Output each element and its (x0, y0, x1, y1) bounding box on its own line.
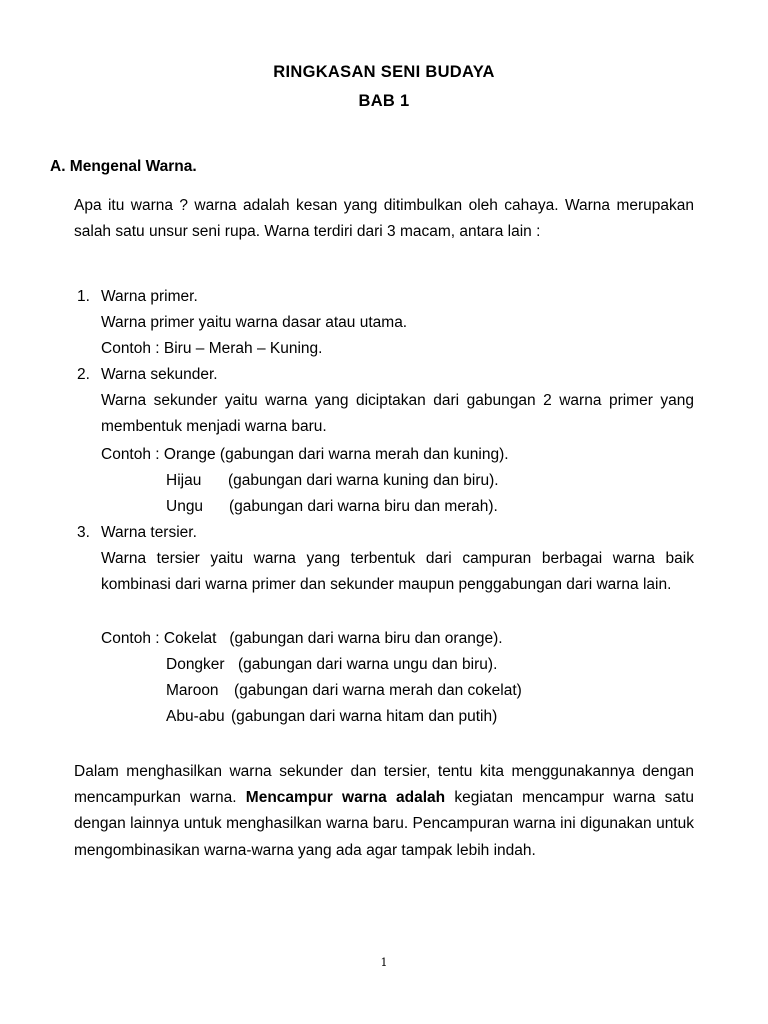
list-item-number: 2. (77, 366, 90, 383)
sub-example (166, 682, 522, 700)
page-number: 1 (380, 956, 388, 969)
intro-paragraph: Apa itu warna ? warna adalah kesan yang ditimbulkan oleh cahaya. Warna merupakan salah satu unsur seni rupa. Warna terdiri dari 3 macam, antara lain : (74, 197, 694, 241)
sub-example-text: (gabungan dari warna kuning dan biru). (228, 472, 499, 489)
chapter-title: BAB 1 (358, 92, 410, 110)
closing-text-part2: kegiatan mencampur warna satu dengan lainnya untuk menghasilkan warna baru. Pencampuran warna ini digunakan untuk mengombinasikan warna-warna yang ada agar tampak lebih indah. (74, 789, 694, 859)
sub-example-text: (gabungan dari warna merah dan cokelat) (234, 682, 522, 699)
closing-paragraph (74, 759, 694, 864)
list-item-number: 3. (77, 524, 90, 541)
sub-example-text: (gabungan dari warna biru dan merah). (229, 498, 498, 515)
list-item-number: 1. (77, 288, 90, 305)
sub-example-name: Hijau (166, 472, 202, 489)
sub-example (166, 498, 498, 516)
list-item-description: Warna tersier yaitu warna yang terbentuk dari campuran berbagai warna baik kombinasi dari warna primer dan sekunder maupun penggabungan dari warna lain. (101, 550, 694, 594)
sub-example-name: Abu-abu (166, 708, 225, 725)
list-item-example: Contoh : Biru – Merah – Kuning. (101, 340, 323, 357)
sub-example-text: (gabungan dari warna hitam dan putih) (231, 708, 498, 725)
closing-text-part1: Dalam menghasilkan warna sekunder dan tersier, tentu kita menggunakannya dengan mencampurkan warna. (74, 763, 694, 807)
list-item-example: Contoh : Orange (gabungan dari warna merah dan kuning). (101, 446, 509, 463)
list-item-description: Warna primer yaitu warna dasar atau utama. (101, 314, 408, 331)
closing-text-bold: Mencampur warna adalah (245, 789, 446, 807)
sub-example (166, 472, 499, 490)
sub-example (166, 708, 497, 726)
document-title: RINGKASAN SENI BUDAYA (273, 63, 495, 81)
list-item-name: Warna sekunder. (101, 366, 218, 383)
sub-example-name: Dongker (166, 656, 225, 673)
sub-example-name: Maroon (166, 682, 219, 699)
list-item-description: Warna sekunder yaitu warna yang diciptakan dari gabungan 2 warna primer yang membentuk menjadi warna baru. (101, 392, 694, 436)
list-item-name: Warna tersier. (101, 524, 197, 541)
sub-example-text: (gabungan dari warna ungu dan biru). (238, 656, 498, 673)
sub-example (166, 656, 497, 674)
section-heading: A. Mengenal Warna. (50, 158, 197, 175)
sub-example-name: Ungu (166, 498, 204, 515)
list-item-example: Contoh : Cokelat (gabungan dari warna biru dan orange). (101, 630, 503, 647)
list-item-name: Warna primer. (101, 288, 198, 305)
